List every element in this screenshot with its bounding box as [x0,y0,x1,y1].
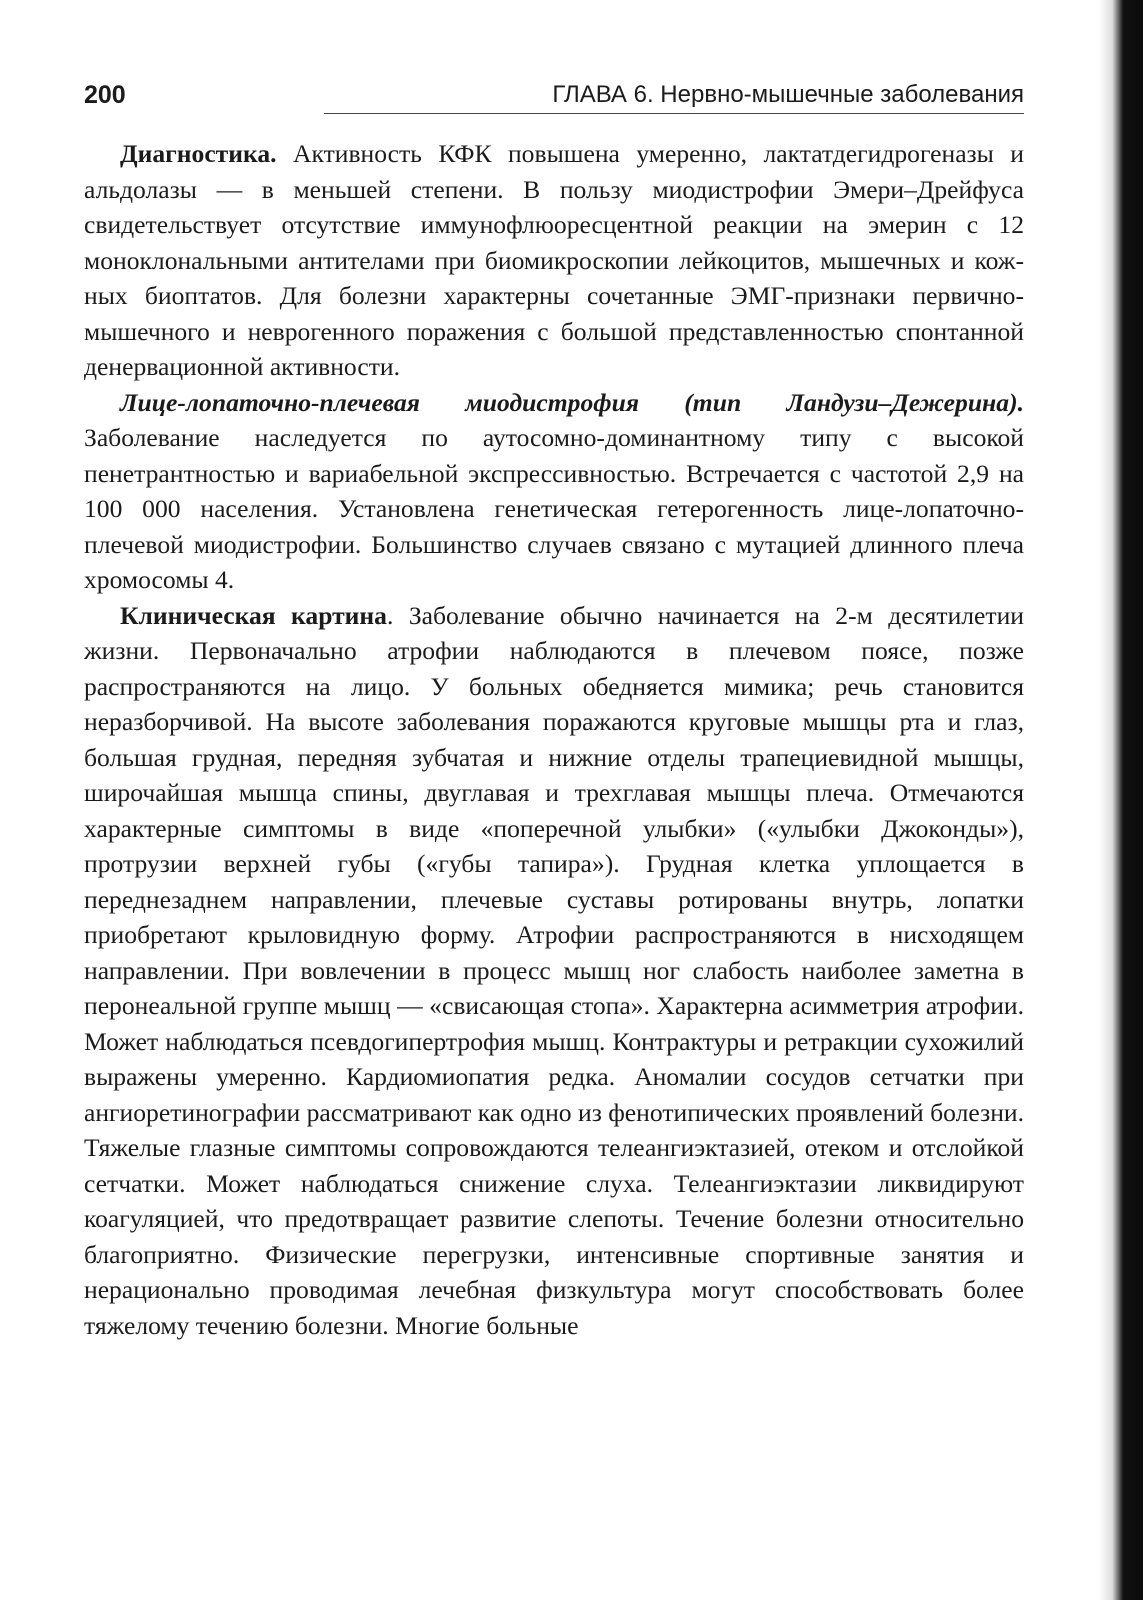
page-number: 200 [84,81,126,109]
page-header [84,80,1024,114]
paragraph-text: Заболевание наследуется по аутосомно-доминантному типу с высокой пенетрантностью и вариабельной экспрессивностью. Встречается с частотой 2,9 на 100 000 населения. Установлена генетическая гетерогенность лице-лопаточно-плечевой миодистрофии. Большинство случаев связано с мутацией длинного плеча хромосомы 4. [84,423,1024,594]
paragraph-text: Активность КФК повышена умеренно, лактатдегидрогеназы и альдолазы — в меньшей степени. В пользу миодистрофии Эмери–Дрейфуса свидетельствует отсутствие иммунофлюоресцентной реакции на эмерин с 12 моноклональными антителами при биомикроскопии лейкоцитов, мышечных и кожных биоптатов. Для болезни характерны сочетанные ЭМГ-признаки первично-мышечного и неврогенного поражения с большой представленностью спонтанной денервационной активности. [84,139,1024,381]
paragraph-text: . Заболевание обычно начинается на 2-м десятилетии жизни. Первоначально атрофии наблюдаются в плечевом поясе, позже распространяются на лицо. У больных обедняется мимика; речь становится неразборчивой. На высоте заболевания поражаются круговые мышцы рта и глаз, большая грудная, передняя зубчатая и нижние отделы трапециевидной мышцы, широчайшая мышца спины, двуглавая и трехглавая мышцы плеча. Отмечаются характерные симптомы в виде «поперечной улыбки» («улыбки Джоконды»), протрузии верхней губы («губы тапира»). Грудная клетка уплощается в переднезаднем направлении, плечевые суставы ротированы внутрь, лопатки приобретают крыловидную форму. Атрофии распространяются в нисходящем направлении. При вовлечении в процесс мышц ног слабость наиболее заметна в перонеальной группе мышц — «свисающая стопа». Характерна асимметрия атрофии. Может наблюдаться псевдогипертрофия мышц. Контрактуры и ретракции сухожилий выражены умеренно. Кардиомиопатия редка. Аномалии сосудов сетчатки при ангиоретинографии рассматривают как одно из фенотипических проявлений болезни. Тяжелые глазные симптомы сопровождаются телеангиэктазией, отеком и отслойкой сетчатки. Может наблюдаться снижение слуха. Телеангиэктазии ликвидируют коагуляцией, что предотвращает развитие слепоты. Течение болезни относительно благоприятно. Физические перегрузки, интенсивные спортивные занятия и нерационально проводимая лечебная физкультура могут способствовать более тяжелому течению болезни. Многие больные [84,600,1024,1340]
section-lead-fshd: Лице-лопаточно-плечевая миодистрофия (тип Ландузи–Дежерина). [120,387,1024,417]
paragraph-clinical-picture [84,598,1024,1344]
section-lead-diagnostics: Диагностика. [120,139,277,168]
paragraph-diagnostics [84,136,1024,385]
section-lead-clinical-picture: Клиническая картина [120,600,387,630]
spine-shadow [1099,0,1143,1600]
paragraph-fshd [84,385,1024,598]
body-text [84,136,1024,1343]
running-head: ГЛАВА 6. Нервно-мышечные заболевания [552,81,1024,108]
header-rule [324,113,1024,114]
